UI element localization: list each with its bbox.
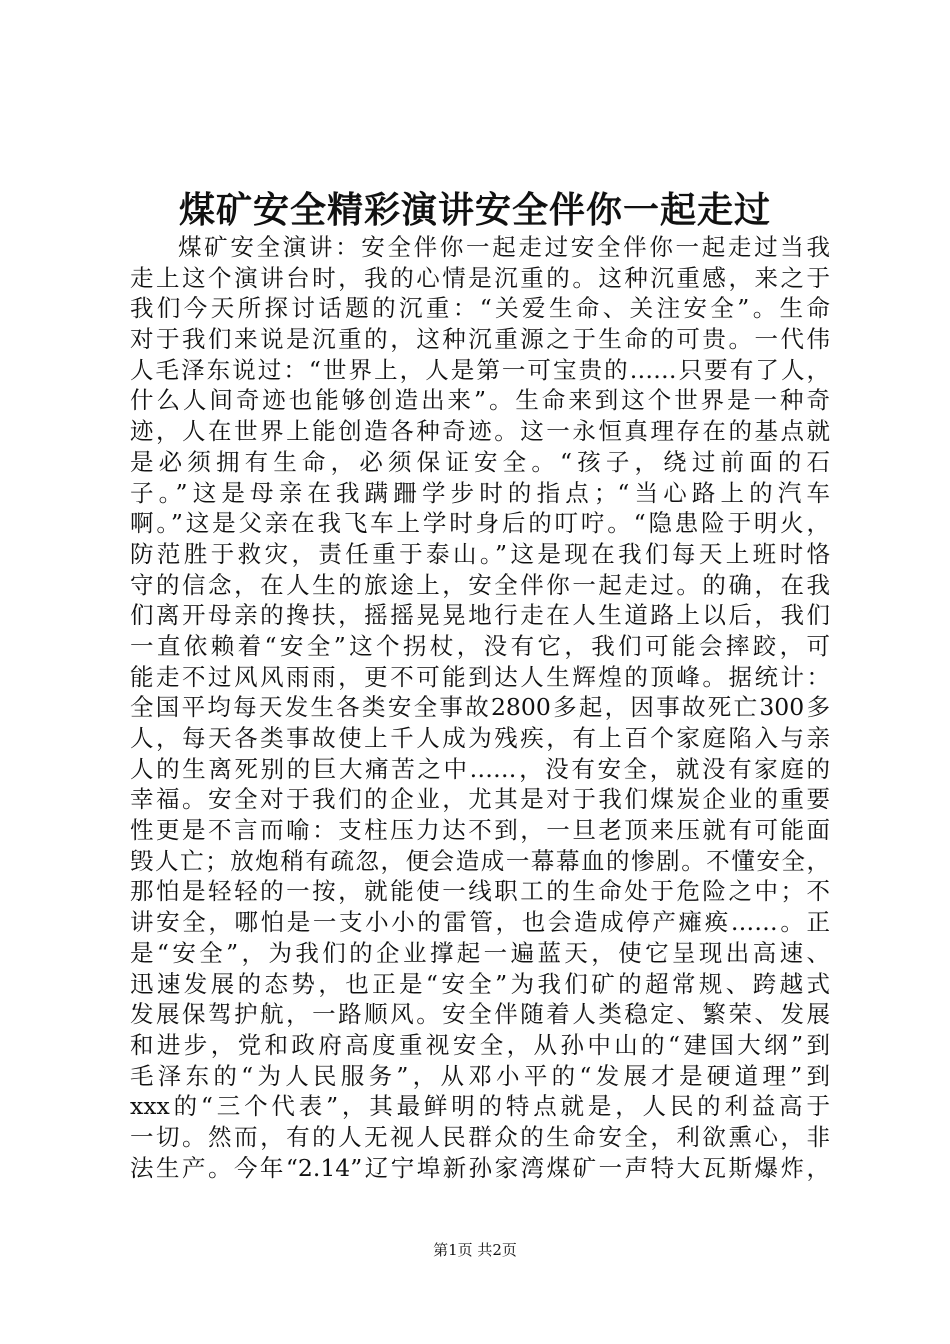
body-line: 发展保驾护航，一路顺风。安全伴随着人类稳定、繁荣、发展	[130, 1000, 830, 1029]
body-line: 防范胜于救灾，责任重于泰山。”这是现在我们每天上班时恪	[130, 539, 830, 568]
body-line: 是必须拥有生命，必须保证安全。“孩子，绕过前面的石	[130, 447, 830, 476]
document-title: 煤矿安全精彩演讲安全伴你一起走过	[178, 189, 771, 231]
body-line: xxx的“三个代表”，其最鲜明的特点就是，人民的利益高于	[130, 1092, 830, 1121]
body-line: 走上这个演讲台时，我的心情是沉重的。这种沉重感，来之于	[130, 263, 830, 292]
body-line: 迅速发展的态势，也正是“安全”为我们矿的超常规、跨越式	[130, 969, 830, 998]
body-line: 人，每天各类事故使上千人成为残疾，有上百个家庭陷入与亲	[130, 724, 830, 752]
body-line: 迹，人在世界上能创造各种奇迹。这一永恒真理存在的基点就	[130, 417, 830, 446]
body-line: 那怕是轻轻的一按，就能使一线职工的生命处于危险之中；不	[130, 877, 830, 906]
body-line: 和进步，党和政府高度重视安全，从孙中山的“建国大纲”到	[130, 1030, 830, 1059]
body-line: 守的信念，在人生的旅途上，安全伴你一起走过。的确，在我	[130, 570, 830, 599]
body-line: 子。”这是母亲在我蹒跚学步时的指点；“当心路上的汽车	[130, 478, 830, 507]
body-line: 们离开母亲的搀扶，摇摇晃晃地行走在人生道路上以后，我们	[130, 601, 830, 630]
body-line: 我们今天所探讨话题的沉重：“关爱生命、关注安全”。生命	[130, 294, 830, 323]
document-body	[130, 232, 830, 1183]
body-line: 法生产。今年“2.14”辽宁埠新孙家湾煤矿一声特大瓦斯爆炸，	[130, 1153, 830, 1182]
body-line: 人的生离死别的巨大痛苦之中……，没有安全，就没有家庭的	[130, 754, 830, 783]
body-line: 毛泽东的“为人民服务”，从邓小平的“发展才是硬道理”到	[130, 1061, 830, 1090]
body-line: 人毛泽东说过：“世界上，人是第一可宝贵的……只要有了人，	[130, 355, 830, 384]
body-line: 全国平均每天发生各类安全事故2800多起，因事故死亡300多	[130, 693, 830, 722]
body-line: 毁人亡；放炮稍有疏忽，便会造成一幕幕血的惨剧。不懂安全，	[130, 846, 830, 875]
body-line: 什么人间奇迹也能够创造出来”。生命来到这个世界是一种奇	[130, 386, 830, 415]
body-line: 一直依赖着“安全”这个拐杖，没有它，我们可能会摔跤，可	[130, 631, 830, 660]
body-line: 对于我们来说是沉重的，这种沉重源之于生命的可贵。一代伟	[130, 325, 830, 354]
page-footer: 第1页 共2页	[433, 1241, 517, 1259]
body-line: 啊。”这是父亲在我飞车上学时身后的叮咛。“隐患险于明火，	[130, 509, 830, 538]
body-line: 讲安全，哪怕是一支小小的雷管，也会造成停产瘫痪……。正	[130, 908, 830, 937]
body-line: 一切。然而，有的人无视人民群众的生命安全，利欲熏心，非	[130, 1122, 830, 1151]
body-line: 性更是不言而喻：支柱压力达不到，一旦老顶来压就有可能面	[130, 816, 830, 845]
body-line: 能走不过风风雨雨，更不可能到达人生辉煌的顶峰。据统计：	[130, 662, 830, 691]
body-line: 幸福。安全对于我们的企业，尤其是对于我们煤炭企业的重要	[130, 785, 830, 814]
body-line: 煤矿安全演讲：安全伴你一起走过安全伴你一起走过当我	[178, 233, 830, 261]
body-line: 是“安全”，为我们的企业撑起一遍蓝天，使它呈现出高速、	[130, 938, 830, 967]
